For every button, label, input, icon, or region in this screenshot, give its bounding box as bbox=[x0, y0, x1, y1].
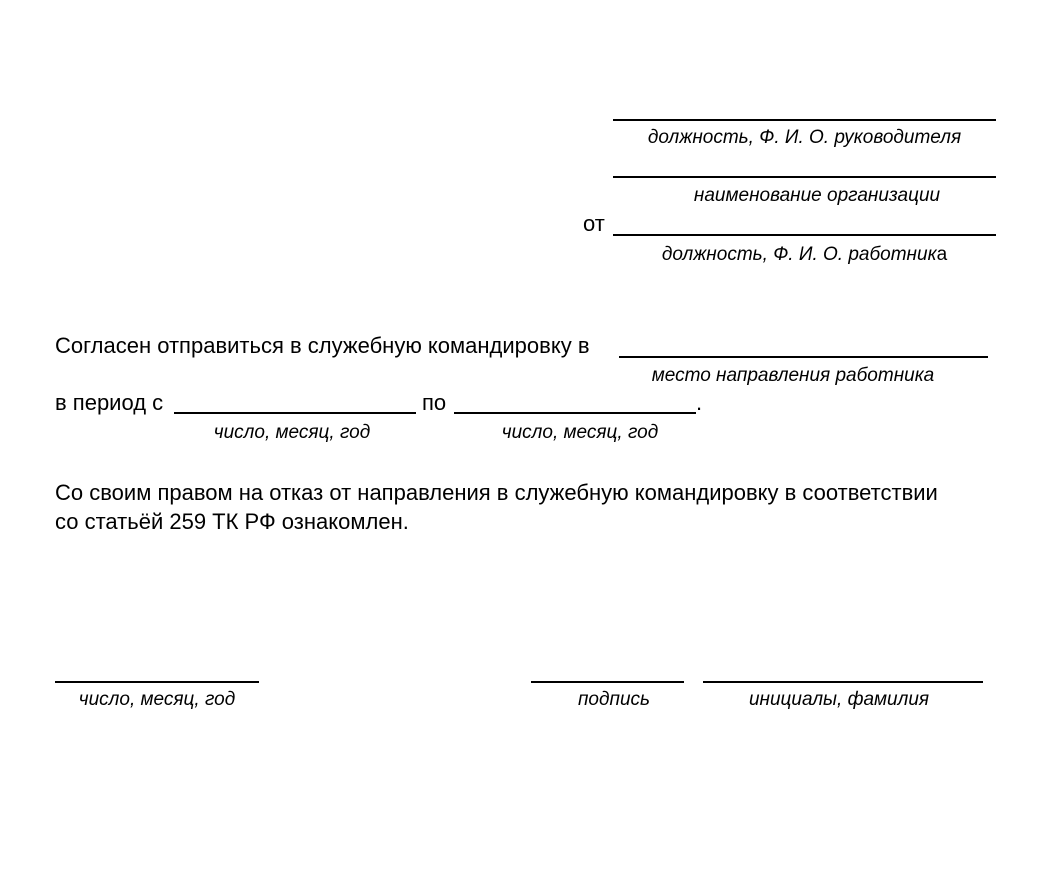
employee-caption bbox=[613, 244, 996, 266]
date-from-line[interactable] bbox=[174, 412, 416, 414]
period-from-label: в период с bbox=[55, 390, 164, 415]
name-caption: инициалы, фамилия bbox=[748, 689, 930, 710]
signature-date-caption: число, месяц, год bbox=[78, 689, 236, 710]
signature-line[interactable] bbox=[531, 681, 684, 683]
organization-caption: наименование организации bbox=[693, 185, 941, 206]
manager-line[interactable] bbox=[613, 119, 996, 121]
destination-line[interactable] bbox=[619, 356, 988, 358]
period-end-punct: . bbox=[696, 390, 703, 415]
manager-caption: должность, Ф. И. О. руководителя bbox=[647, 127, 962, 148]
date-from-caption: число, месяц, год bbox=[213, 422, 371, 443]
name-line[interactable] bbox=[703, 681, 983, 683]
employee-caption-text: должность, Ф. И. О. работник bbox=[661, 244, 937, 265]
signature-caption: подпись bbox=[577, 689, 651, 710]
employee-caption-end: а bbox=[936, 244, 948, 265]
consent-text: Согласен отправиться в служебную командировку в bbox=[55, 333, 590, 358]
period-to-label: по bbox=[422, 390, 447, 415]
date-to-caption: число, месяц, год bbox=[501, 422, 659, 443]
acknowledgment-line-1: Со своим правом на отказ от направления в служебную командировку в соответствии bbox=[55, 480, 938, 505]
signature-date-line[interactable] bbox=[55, 681, 259, 683]
date-to-line[interactable] bbox=[454, 412, 696, 414]
organization-line[interactable] bbox=[613, 176, 996, 178]
from-label: от bbox=[583, 211, 605, 236]
employee-line[interactable] bbox=[613, 234, 996, 236]
destination-caption: место направления работника bbox=[651, 365, 935, 386]
acknowledgment-line-2: со статьёй 259 ТК РФ ознакомлен. bbox=[55, 509, 409, 534]
